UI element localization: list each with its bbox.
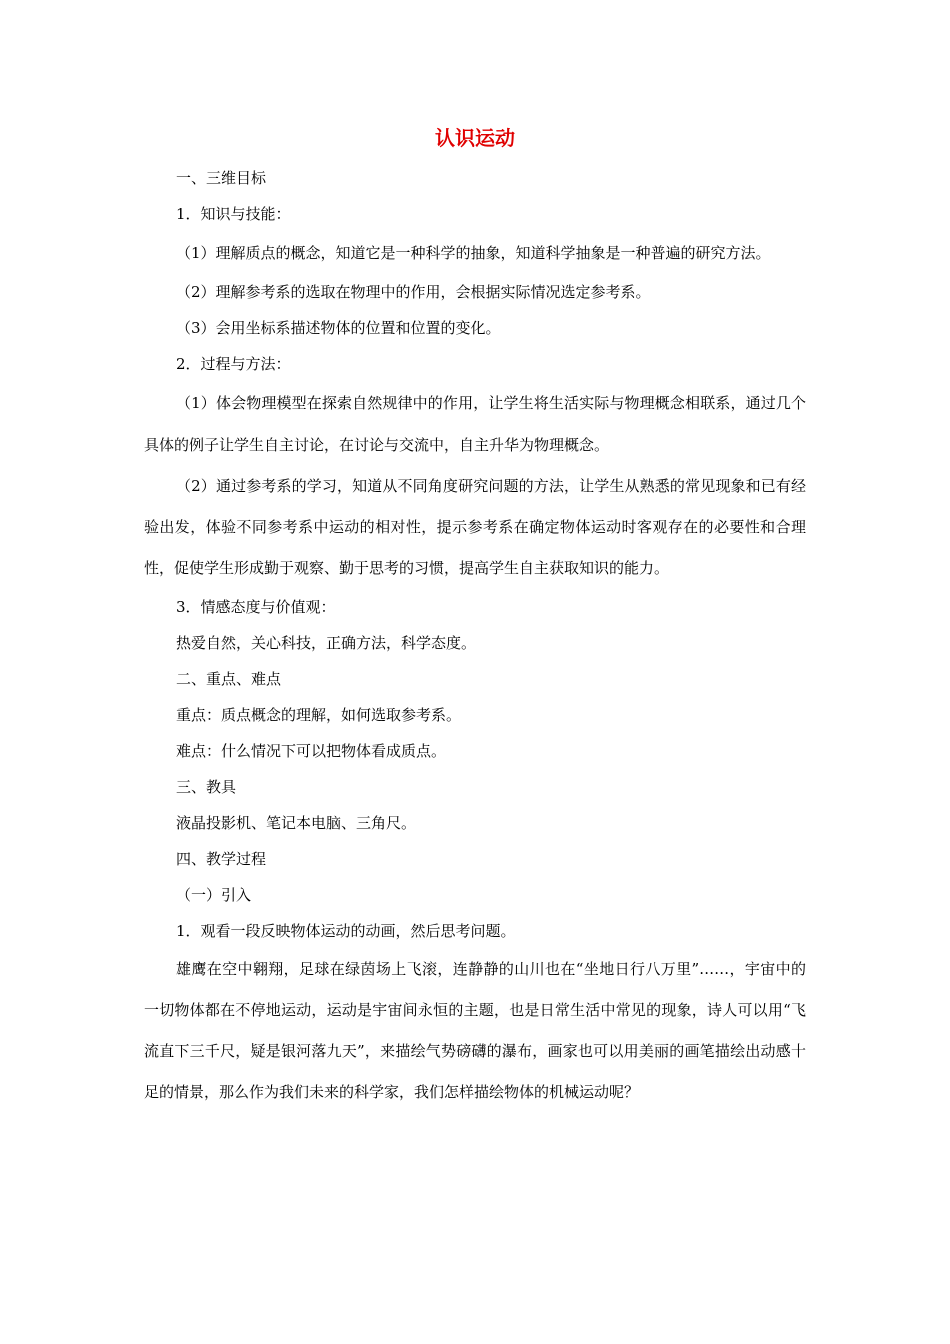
paragraph: 1．观看一段反映物体运动的动画，然后思考问题。 (176, 922, 516, 940)
paragraph: （一）引入 (176, 886, 252, 904)
paragraph: 1．知识与技能： (176, 205, 291, 223)
paragraph: 一、三维目标 (176, 169, 267, 187)
paragraph: （1）理解质点的概念，知道它是一种科学的抽象，知道科学抽象是一种普遍的研究方法。 (176, 244, 771, 262)
paragraph: 2．过程与方法： (176, 355, 291, 373)
paragraph: （1）体会物理模型在探索自然规律中的作用，让学生将生活实际与物理概念相联系，通过几个具体的例子让学生自主讨论，在讨论与交流中，自主升华为物理概念。 (144, 394, 806, 454)
paragraph: 重点：质点概念的理解，如何选取参考系。 (176, 706, 462, 724)
paragraph: 雄鹰在空中翱翔，足球在绿茵场上飞滚，连静静的山川也在“坐地日行八万里”……，宇宙中的一切物体都在不停地运动，运动是宇宙间永恒的主题，也是日常生活中常见的现象，诗人可以用“飞流直下三千尺，疑是银河落九天”，来描绘气势磅礴的瀑布，画家也可以用美丽的画笔描绘出动感十足的情景，那么作为我们未来的科学家，我们怎样描绘物体的机械运动呢？ (144, 960, 806, 1101)
document-title: 认识运动 (435, 126, 515, 150)
paragraph: 二、重点、难点 (176, 670, 282, 688)
paragraph: （2）理解参考系的选取在物理中的作用，会根据实际情况选定参考系。 (176, 283, 651, 301)
paragraph: （2）通过参考系的学习，知道从不同角度研究问题的方法，让学生从熟悉的常见现象和已有经验出发，体验不同参考系中运动的相对性，提示参考系在确定物体运动时客观存在的必要性和合理性，促使学生形成勤于观察、勤于思考的习惯，提高学生自主获取知识的能力。 (144, 477, 806, 577)
paragraph: 四、教学过程 (176, 850, 267, 868)
paragraph: （3）会用坐标系描述物体的位置和位置的变化。 (176, 319, 501, 337)
paragraph: 热爱自然，关心科技，正确方法，科学态度。 (176, 634, 477, 652)
paragraph: 液晶投影机、笔记本电脑、三角尺。 (176, 814, 417, 832)
paragraph: 三、教具 (176, 778, 237, 796)
document-body (144, 160, 806, 1113)
paragraph: 难点：什么情况下可以把物体看成质点。 (176, 742, 447, 760)
paragraph: 3．情感态度与价值观： (176, 598, 336, 616)
